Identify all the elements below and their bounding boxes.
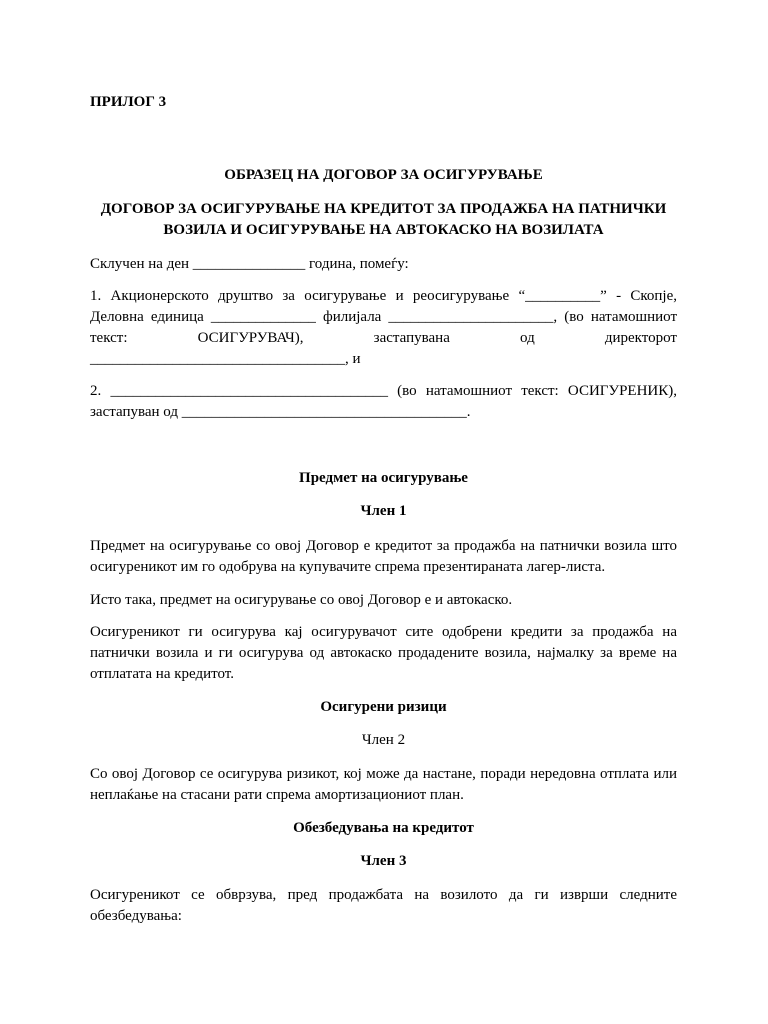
- subject-heading: Предмет на осигурување: [299, 470, 468, 486]
- security-heading: Обезбедувања на кредитот: [293, 820, 474, 836]
- party2-line1: 2. _____________________________________ (во натамошниот текст: ОСИГУРЕНИК),: [90, 383, 677, 399]
- party1-paragraph: [90, 286, 677, 370]
- party1-line3: текст: ОСИГУРУВАЧ), застапувана од директорот: [90, 330, 677, 346]
- contract-title-line1: ДОГОВОР ЗА ОСИГУРУВАЊЕ НА КРЕДИТОТ ЗА ПРОДАЖБА НА ПАТНИЧКИ: [100, 201, 667, 217]
- risks-heading: Осигурени ризици: [320, 699, 447, 715]
- party1-line1: 1. Акционерското друштво за осигурување и реосигурување “__________” - Скопје,: [90, 288, 677, 304]
- concluded-line: Склучен на ден _______________ година, помеѓу:: [90, 256, 409, 272]
- article-1-paragraph-1: Предмет на осигурување со овој Договор е кредитот за продажба на патнички возила што осигуреникот им го одобрува на купувачите спрема презентираната лагер-листа.: [90, 538, 677, 575]
- form-title: ОБРАЗЕЦ НА ДОГОВОР ЗА ОСИГУРУВАЊЕ: [224, 167, 543, 183]
- party2-line2: застапуван од ______________________________________.: [90, 404, 471, 420]
- article-2-paragraph-1: Со овој Договор се осигурува ризикот, кој може да настане, поради нередовна отплата или неплаќање на стасани рати спрема амортизациониот план.: [90, 766, 677, 803]
- contract-title: [90, 199, 677, 241]
- article-1-heading: Член 1: [360, 503, 407, 519]
- article-3-paragraph-1: Осигуреникот се обврзува, пред продажбата на возилото да ги изврши следните обезбедувања:: [90, 887, 677, 924]
- contract-title-line2: ВОЗИЛА И ОСИГУРУВАЊЕ НА АВТОКАСКО НА ВОЗИЛАТА: [163, 222, 604, 238]
- article-3-heading: Член 3: [360, 853, 407, 869]
- annex-label: ПРИЛОГ 3: [90, 94, 167, 110]
- article-1-paragraph-3: Осигуреникот ги осигурува кај осигурувачот сите одобрени кредити за продажба на патнички возила и ги осигурува од автокаско продадените возила, најмалку за време на отплатата на кредитот.: [90, 624, 677, 682]
- article-1-paragraph-2: Исто така, предмет на осигурување со овој Договор е и автокаско.: [90, 592, 513, 608]
- article-2-heading: Член 2: [361, 732, 406, 748]
- party1-line4: __________________________________, и: [90, 351, 361, 367]
- party2-paragraph: [90, 381, 677, 423]
- party1-line2: Деловна единица ______________ филијала ______________________, (во натамошниот: [90, 309, 677, 325]
